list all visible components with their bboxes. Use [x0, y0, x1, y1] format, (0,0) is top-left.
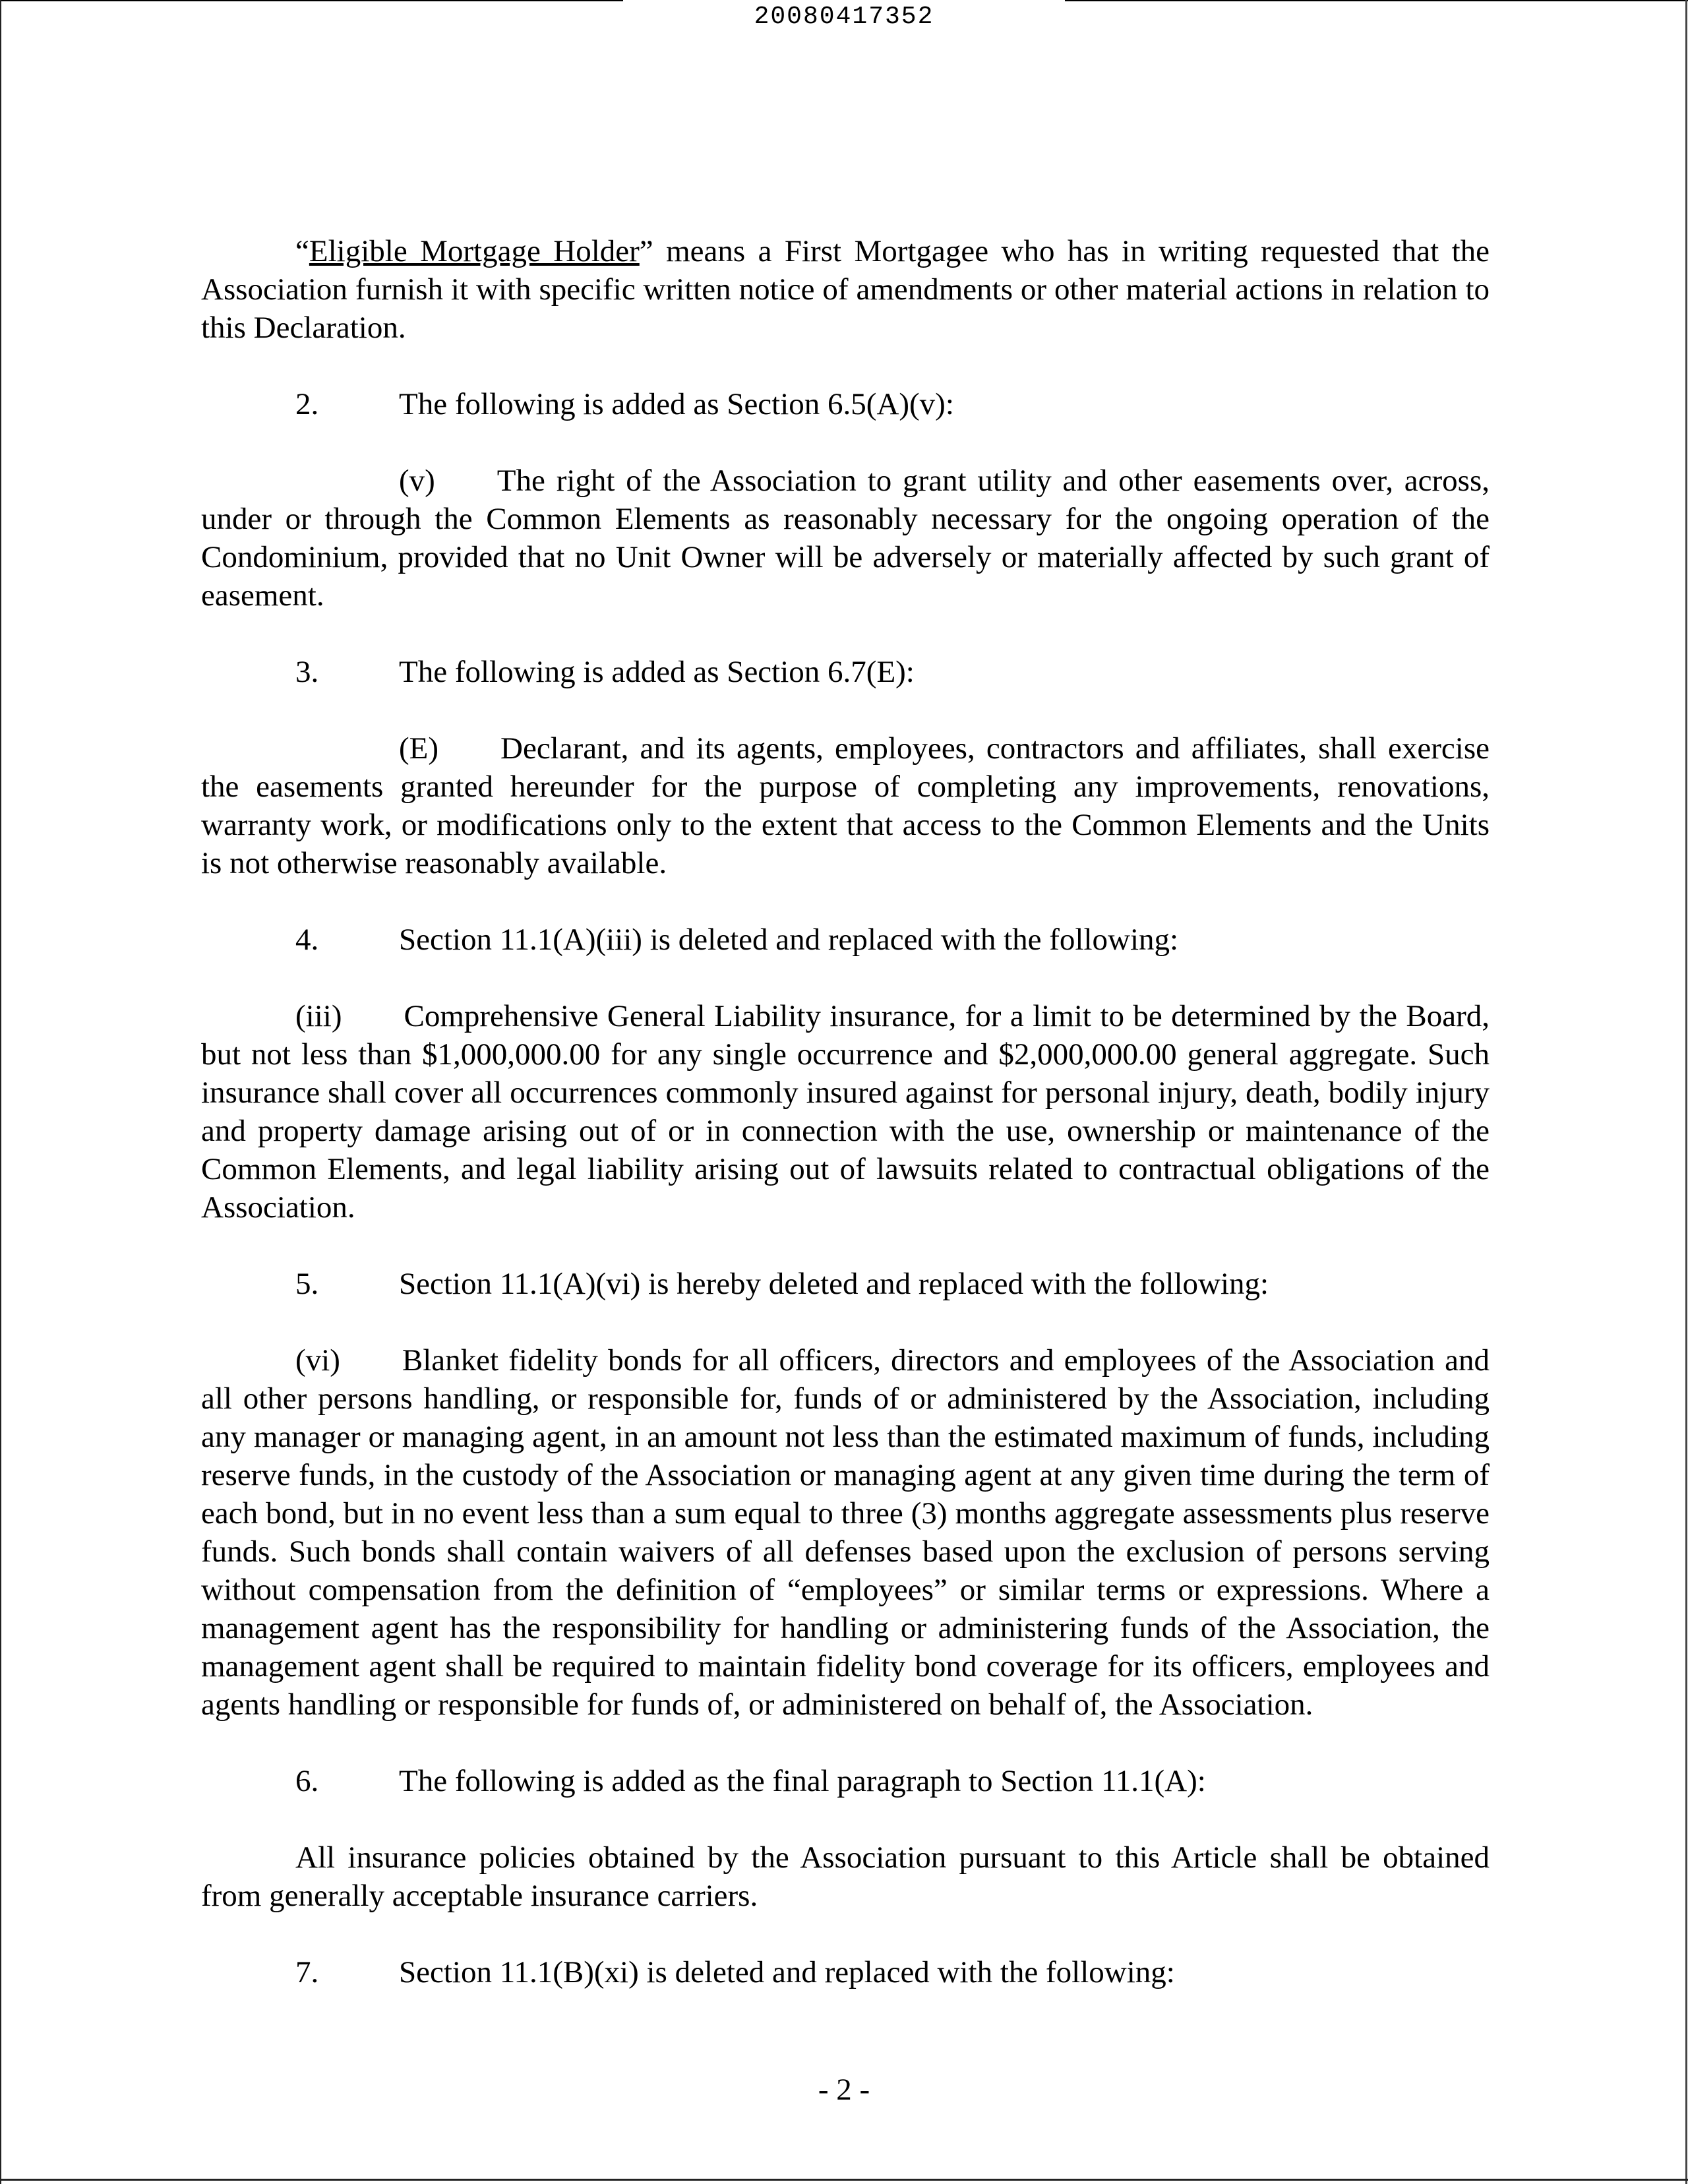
item-6-heading — [201, 1762, 1490, 1800]
item-4-number: 4. — [295, 923, 319, 957]
item-6-paragraph: All insurance policies obtained by the Association pursuant to this Article shall be obtained from generally acceptable insurance carriers. — [201, 1840, 1490, 1913]
page-number: - 2 - — [818, 2073, 870, 2107]
document-body — [201, 232, 1490, 2030]
item-3-heading — [201, 653, 1490, 691]
document-number: 20080417352 — [754, 3, 934, 31]
item-2-paragraph: (v) The right of the Association to grant utility and other easements over, across, under or through the Common Elements as reasonably necessary for the ongoing operation of the Condominium, provided that no Unit Owner will be adversely or materially affected by such grant of easement. — [201, 464, 1490, 613]
item-7-heading-text: Section 11.1(B)(xi) is deleted and replaced with the following: — [399, 1955, 1175, 1989]
scan-top-rule-left — [0, 0, 623, 1]
item-7-number: 7. — [295, 1955, 319, 1989]
definition-text: ” means a First Mortgagee who has in writing requested that the Association furnish it with specific written notice of amendments or other material actions in relation to this Declaration. — [201, 234, 1490, 345]
item-3-paragraph: (E) Declarant, and its agents, employees, contractors and affiliates, shall exercise the easements granted hereunder for the purpose of completing any improvements, renovations, warranty work, or modifications only to the extent that access to the Common Elements and the Units is not otherwise reasonably available. — [201, 731, 1490, 880]
item-5-heading — [201, 1265, 1490, 1303]
scan-top-rule-right — [1065, 0, 1688, 1]
definition-paragraph — [201, 232, 1490, 347]
item-2-heading-text: The following is added as Section 6.5(A)(v): — [399, 387, 954, 421]
item-3-number: 3. — [295, 655, 319, 689]
item-3-heading-text: The following is added as Section 6.7(E): — [399, 655, 915, 689]
scan-right-border — [1685, 0, 1687, 2184]
scan-bottom-rule — [0, 2179, 1688, 2181]
item-6-heading-text: The following is added as the final paragraph to Section 11.1(A): — [399, 1764, 1206, 1798]
item-4-heading-text: Section 11.1(A)(iii) is deleted and replaced with the following: — [399, 923, 1179, 957]
item-4-paragraph: (iii) Comprehensive General Liability insurance, for a limit to be determined by the Board, but not less than $1,000,000.00 for any single occurrence and $2,000,000.00 general aggregate. Such insurance shall cover all occurrences commonly insured against for personal injury, death, bodily injury and property damage arising out of or in connection with the use, ownership or maintenance of the Common Elements, and legal liability arising out of lawsuits related to contractual obligations of the Association. — [201, 999, 1490, 1225]
item-5-paragraph: (vi) Blanket fidelity bonds for all officers, directors and employees of the Association and all other persons handling, or responsible for, funds of or administered by the Association, including any manager or managing agent, in an amount not less than the estimated maximum of funds, including reserve funds, in the custody of the Association or managing agent at any given time during the term of each bond, but in no event less than a sum equal to three (3) months aggregate assessments plus reserve funds. Such bonds shall contain waivers of all defenses based upon the exclusion of persons serving without compensation from the definition of “employees” or similar terms or expressions. Where a management agent has the responsibility for handling or administering funds of the Association, the management agent shall be required to maintain fidelity bond coverage for its officers, employees and agents handling or responsible for funds of, or administered on behalf of, the Association. — [201, 1343, 1490, 1722]
item-5-number: 5. — [295, 1267, 319, 1301]
item-5-heading-text: Section 11.1(A)(vi) is hereby deleted and replaced with the following: — [399, 1267, 1269, 1301]
item-2-heading — [201, 385, 1490, 423]
item-2-number: 2. — [295, 387, 319, 421]
definition-open-quote: “ — [295, 234, 309, 268]
item-4-heading — [201, 921, 1490, 959]
defined-term: Eligible Mortgage Holder — [309, 234, 640, 268]
scan-left-border — [0, 0, 1, 2184]
item-7-heading — [201, 1953, 1490, 1991]
item-6-number: 6. — [295, 1764, 319, 1798]
